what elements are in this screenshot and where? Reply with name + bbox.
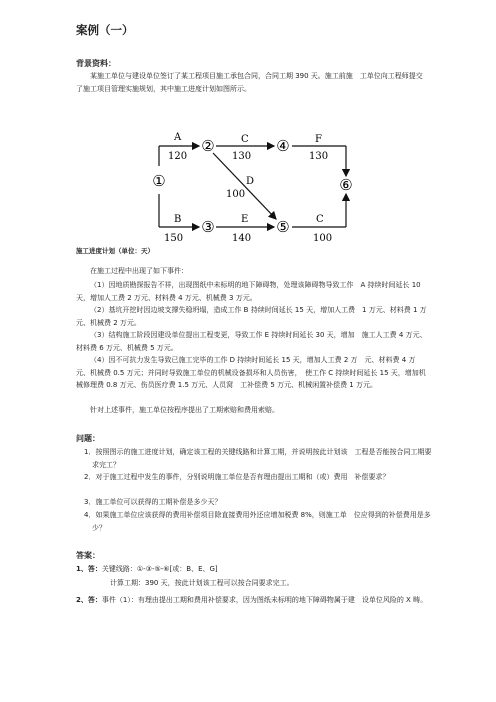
node-5: ⑤ — [276, 218, 290, 236]
node-6: ⑥ — [339, 176, 353, 194]
question-2: 2．对于施工过程中发生的事件，分别说明施工单位是否有理由提出工期和（或）费用 补偿要求？ — [84, 473, 390, 481]
diagram-caption: 施工进度计划（单位：天） — [76, 247, 154, 255]
answers-heading: 答案： — [76, 551, 100, 560]
question-4: 4．如果施工单位应该获得的费用补偿项目除直接费用外还应增加税费 8%，则施工单 位应得到的补偿费用是多少？ — [84, 511, 431, 532]
answer-2-label: 2、答： — [76, 596, 102, 604]
activity-c1-name: C — [241, 134, 249, 145]
events-closing: 针对上述事件，施工单位按程序提出了工期索赔和费用索赔。 — [90, 406, 279, 414]
answer-2-text: 事件（1）：有理由提出工期和费用补偿要求，因为图纸未标明的地下障碍物属于建 设单位风险的 X 畴。 — [101, 596, 428, 604]
node-2: ② — [201, 137, 215, 155]
activity-c2-duration: 100 — [313, 233, 333, 244]
event-4: （4）因不可抗力发生导致已施工完毕的工作 D 持续时间延长 15 天，增加人工费 2 万 元、材料费 4 万元、机械费 0.5 万元；并同时导致施工单位的机械设备损坏和人员伤害， 使工作 C 持续时间延长 15 天，增加机械修理费 0.8 万元、伤员医疗费 1.5 万元、人员窝 工补偿费 5 万元、机械闲置补偿费 1 万元。 — [76, 356, 426, 389]
network-diagram — [76, 128, 376, 246]
activity-a-duration: 120 — [168, 151, 188, 162]
activity-e-name: E — [241, 214, 249, 225]
question-1: 1．按照图示的施工进度计划，确定该工程的关键线路和计算工期，并说明按此计划该 工程是否能按合同工期要求完工？ — [84, 448, 432, 469]
background-heading: 背景资料： — [76, 59, 116, 68]
activity-f-duration: 130 — [309, 151, 329, 162]
event-1: （1）因地质勘探报告不祥，出现图纸中未标明的地下障碍物，处理该障碍物导致工作 A 持续时间延长 10 天，增加人工费 2 万元、材料费 4 万元、机械费 3 万元。 — [76, 281, 421, 302]
answer-1-label: 1、答： — [76, 565, 102, 573]
case-title: 案例（一） — [76, 23, 134, 37]
activity-f-name: F — [315, 134, 322, 145]
activity-b-name: B — [174, 214, 182, 225]
node-3: ③ — [201, 218, 215, 236]
activity-d-name: D — [246, 176, 255, 187]
questions-heading: 问题： — [76, 434, 100, 443]
activity-a-name: A — [174, 132, 182, 143]
answer-1 — [76, 563, 428, 576]
activity-c2-name: C — [316, 214, 324, 225]
activity-e-duration: 140 — [232, 233, 252, 244]
activity-c1-duration: 130 — [232, 151, 252, 162]
activity-d-duration: 100 — [226, 189, 246, 200]
event-2: （2）基坑开挖时因边坡支撑失稳坍塌，造成工作 B 持续时间延长 15 天，增加人工费 1 万元、材料费 1 万元、机械费 2 万元。 — [76, 306, 427, 327]
question-3: 3．施工单位可以获得的工期补偿是多少天？ — [84, 498, 222, 506]
node-4: ④ — [276, 137, 290, 155]
node-1: ① — [152, 172, 166, 190]
answer-2 — [76, 594, 428, 607]
answer-1-line2: 计算工期：390 天，按此计划该工程可以按合同要求完工。 — [110, 579, 294, 587]
arrow-d — [213, 153, 276, 219]
background-paragraph: 某施工单位与建设单位签订了某工程项目施工承包合同，合同工期 390 天。施工前施 工单位向工程师提交了施工项目管理实施规划，其中施工进度计划如图所示。 — [76, 72, 423, 93]
events-intro: 在施工过程中出现了如下事件： — [90, 267, 188, 275]
answer-1-line1: 关键线路：①-③-⑤-⑥[或：B、E、G] — [101, 565, 218, 573]
event-3: （3）结构施工阶段因建设单位提出工程变更，导致工作 E 持续时间延长 30 天，增加 施工人工费 4 万元、材料费 6 万元、机械费 5 万元。 — [76, 331, 427, 352]
activity-b-duration: 150 — [164, 233, 184, 244]
